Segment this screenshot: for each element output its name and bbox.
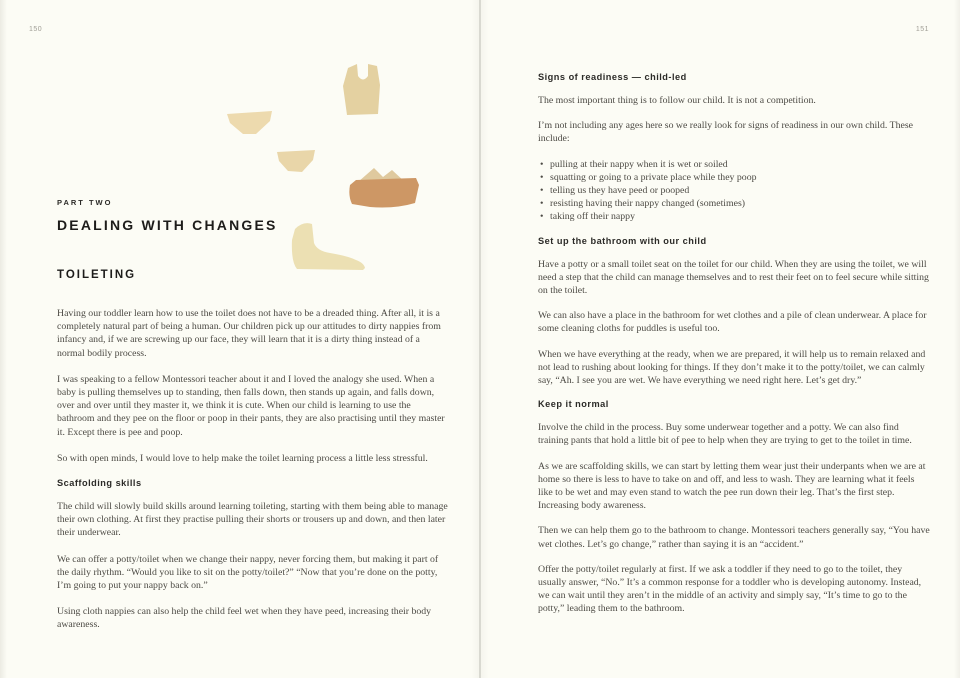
tank-top-cutout-icon [343,64,380,115]
left-page-text-column [57,198,449,645]
page-edge-left [0,0,7,678]
paragraph: Using cloth nappies can also help the child feel wet when they have peed, increasing their body awareness. [57,606,432,631]
page-edge-right [954,0,960,678]
laundry-pile-cutout-icon [358,168,405,182]
chapter-title: DEALING WITH CHANGES [57,217,278,233]
paragraph: So with open minds, I would love to help make the toilet learning process a little less stressful. [57,452,428,464]
right-page-text-column [538,72,930,628]
heading-set-up-bathroom: Set up the bathroom with our child [538,235,707,246]
underwear-cutout-icon [227,111,272,134]
paragraph: Having our toddler learn how to use the toilet does not have to be a dreaded thing. After all, it is a completely natural part of being a human. Our children pick up our attitudes to dirty nappies from infancy and, if we are screwing up our face, they will learn that it is a dirty thing instead of a normal bodily process. [57,308,441,359]
readiness-signs-list [538,158,930,224]
heading-keep-it-normal: Keep it normal [538,399,609,410]
paragraph: We can offer a potty/toilet when we change their nappy, never forcing them, but making it part of the daily rhythm. “Would you like to sit on the potty/toilet?” “Now that you’re done on the potty, I’m going to put your nappy back on.” [57,553,439,592]
paragraph: Offer the potty/toilet regularly at first. If we ask a toddler if they need to go to the toilet, they usually answer, “No.” It’s a common response for a toddler who is developing autonomy. Instead, we can wait until they aren’t in the middle of an activity and simply say, “It’s time to go to the potty,” leading them to the bathroom. [538,563,922,615]
list-item: • taking off their nappy [538,210,930,223]
heading-signs-of-readiness: Signs of readiness — child-led [538,72,687,82]
list-item: • squatting or going to a private place while they poop [538,171,930,184]
list-item: • telling us they have peed or pooped [538,184,930,197]
section-title: TOILETING [57,269,137,281]
paragraph: When we have everything at the ready, when we are prepared, it will help us to remain relaxed and not lead to rushing about looking for things. If they don’t make it to the potty/toilet, we can calmly say, “Ah. I see you are wet. We have everything we need right here. Let’s get dry.” [538,348,926,387]
page-number-left: 150 [29,26,43,33]
paragraph: I’m not including any ages here so we really look for signs of readiness in our own child. These include: [538,120,914,145]
paragraph: Have a potty or a small toilet seat on the toilet for our child. When they are using the toilet, we will need a step that the child can manage themselves and to rest their feet on to feel secure while sitting on the toilet. [538,258,929,297]
list-item: • pulling at their nappy when it is wet or soiled [538,158,930,171]
spine-divider [479,0,481,678]
paragraph: Then we can help them go to the bathroom to change. Montessori teachers generally say, “You have wet clothes. Let’s go change,” rather than saying it is an “accident.” [538,525,930,550]
paragraph: We can also have a place in the bathroom for wet clothes and a pile of clean underwear. A place for some cleaning cloths for puddles is useful too. [538,310,927,335]
paragraph: Involve the child in the process. Buy some underwear together and a potty. We can also find training pants that hold a little bit of pee to help when they are trying to get to the toilet in time. [538,422,912,447]
paragraph: I was speaking to a fellow Montessori teacher about it and I loved the analogy she used. When a baby is pulling themselves up to standing, then falls down, then stands up again, and falls down, over and over until they master it, we think it is cute. When our child is learning to use the bathroom and they pee on the floor or poop in their pants, they are also practising until they master it. Except there is pee and poop. [57,373,445,438]
list-item: • resisting having their nappy changed (sometimes) [538,197,930,210]
page-number-right: 151 [915,26,929,33]
underwear-cutout-icon [277,150,315,172]
paragraph: The most important thing is to follow our child. It is not a competition. [538,95,816,106]
part-label: PART TWO [57,198,113,207]
subhead-scaffolding-skills: Scaffolding skills [57,478,142,489]
paragraph: As we are scaffolding skills, we can start by letting them wear just their underpants when we are at home so there is less to have to take on and off, and less to wash. They are learning what it feels like to be wet and may even stand to watch the pee run down their leg. That’s the first step. Increasing body awareness. [538,460,926,512]
paragraph: The child will slowly build skills around learning toileting, starting with them being able to manage their own clothing. At first they practise pulling their shorts or trousers up and down, and then later their underwear. [57,501,448,539]
